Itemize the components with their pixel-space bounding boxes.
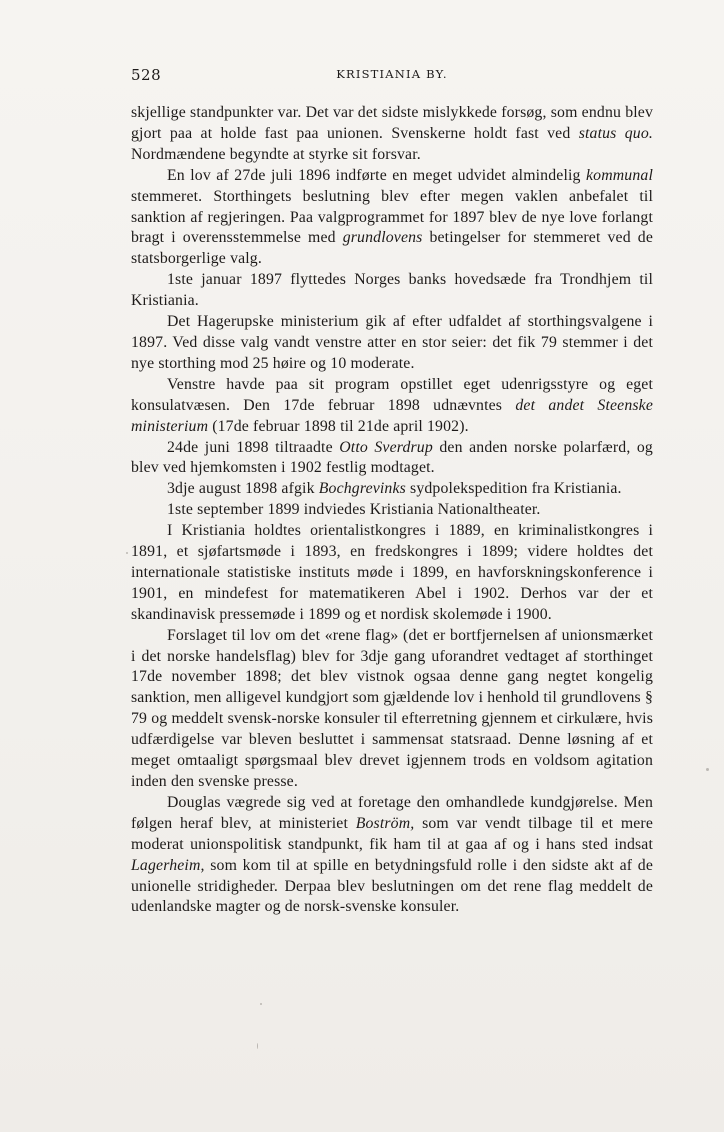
text-run: 3dje august 1898 afgik (167, 480, 319, 498)
text-run: stemmeret. Storthingets beslutning blev efter megen vaklen anbefalet til sanktion af regjeringen. Paa valgprogrammet for 1897 blev de nye love forlangt bragt i overensstemmelse med (131, 187, 653, 247)
text-run: Forslaget til lov om det «rene flag» (det er bortfjernelsen af unionsmærket i det norske handelsflag) blev for 3dje gang uforandret vedtaget af storthinget 17de november 1898; det blev vistnok ogsaa denne gang negtet kongelig sanktion, men alligevel kundgjort som gjældende lov i henhold til grundlovens § 79 og meddelt svensk-norske konsuler til efterretning gjennem et cirkulære, hvis udfærdigelse var bleven besluttet i sammensat statsraad. Denne løsning af et meget omtaaligt spørgsmaal blev drevet igjennem trods en voldsom agitation inden den svenske presse. (131, 626, 653, 790)
paper-speck (706, 768, 709, 771)
text-run: 1ste januar 1897 flyttedes Norges banks hovedsæde fra Trondhjem til Kristiania. (131, 271, 653, 310)
text-run: sydpolekspedition fra Kristiania. (405, 480, 622, 498)
paper-speck (126, 552, 128, 554)
body-text (131, 103, 653, 918)
text-run: En lov af 27de juli 1896 indførte en meget udvidet almindelig (167, 166, 586, 184)
paragraph (131, 375, 653, 438)
paragraph (131, 166, 653, 271)
paper-speck (257, 1043, 258, 1049)
paragraph (131, 500, 653, 521)
italic-text: Boström, (355, 814, 415, 832)
text-run: Det Hagerupske ministerium gik af efter udfaldet af storthingsvalgene i 1897. Ved disse valg vandt venstre atter en stor seier: det fik 79 stemmer i det nye storthing mod 25 høire og 10 moderate. (131, 313, 653, 372)
running-head (131, 66, 653, 86)
italic-text: status quo. (578, 124, 653, 142)
paragraph (131, 103, 653, 166)
paragraph (131, 312, 653, 375)
text-run: betingelser for stemmeret ved de statsborgerlige valg. (131, 229, 654, 268)
paper-speck (260, 1003, 262, 1005)
text-run: 1ste september 1899 indviedes Kristiania Nationaltheater. (167, 501, 541, 519)
paragraph (131, 479, 653, 500)
text-run: den anden norske polarfærd, og blev ved hjemkomsten i 1902 festlig modtaget. (131, 438, 653, 477)
text-run: 24de juni 1898 tiltraadte (167, 438, 340, 456)
italic-text: grundlovens (342, 229, 423, 247)
text-run: skjellige standpunkter var. Det var det sidste mislykkede forsøg, som endnu blev gjort paa at holde fast paa unionen. Svenskerne holdt fast ved (131, 104, 653, 142)
text-run: Nordmændene begyndte at styrke sit forsvar. (131, 145, 421, 163)
italic-text: Bochgrevinks (318, 480, 406, 498)
text-run: I Kristiania holdtes orientalistkongres i 1889, en kriminalistkongres i 1891, et sjøfartsmøde i 1893, en fredskongres i 1899; videre holdtes det internationale statistiske instituts møde i 1899, en havforskningskonference i 1901, en mindefest for matematikeren Abel i 1902. Derhos var der et skandinavisk pressemøde i 1899 og et nordisk skolemøde i 1900. (131, 522, 653, 623)
paragraph (131, 793, 653, 918)
paragraph (131, 626, 653, 793)
italic-text: kommunal (585, 166, 653, 184)
paragraph (131, 521, 653, 626)
text-run: Venstre havde paa sit program opstillet eget udenrigsstyre og eget konsulatvæsen. Den 17de februar 1898 udnævntes (131, 375, 653, 414)
text-run: som kom til at spille en betydningsfuld rolle i den sidste akt af de unionelle stridigheder. Derpaa blev beslutningen om det rene flag meddelt de udenlandske magter og de norsk-svenske konsuler. (131, 856, 653, 916)
italic-text: Otto Sverdrup (339, 438, 433, 456)
running-title: KRISTIANIA BY. (336, 67, 448, 81)
text-run: (17de februar 1898 til 21de april 1902). (208, 417, 469, 435)
paragraph (131, 270, 653, 312)
paragraph (131, 438, 653, 480)
italic-text: Lagerheim, (131, 856, 205, 874)
text-run: Douglas vægrede sig ved at foretage den omhandlede kundgjørelse. Men følgen heraf blev, at ministeriet (131, 793, 653, 832)
italic-text: det andet Steenske ministerium (131, 396, 654, 435)
page-number: 528 (131, 66, 162, 84)
text-run: som var vendt tilbage til et mere moderat unionspolitisk standpunkt, fik ham til at gaa af og i hans sted indsat (131, 814, 654, 853)
